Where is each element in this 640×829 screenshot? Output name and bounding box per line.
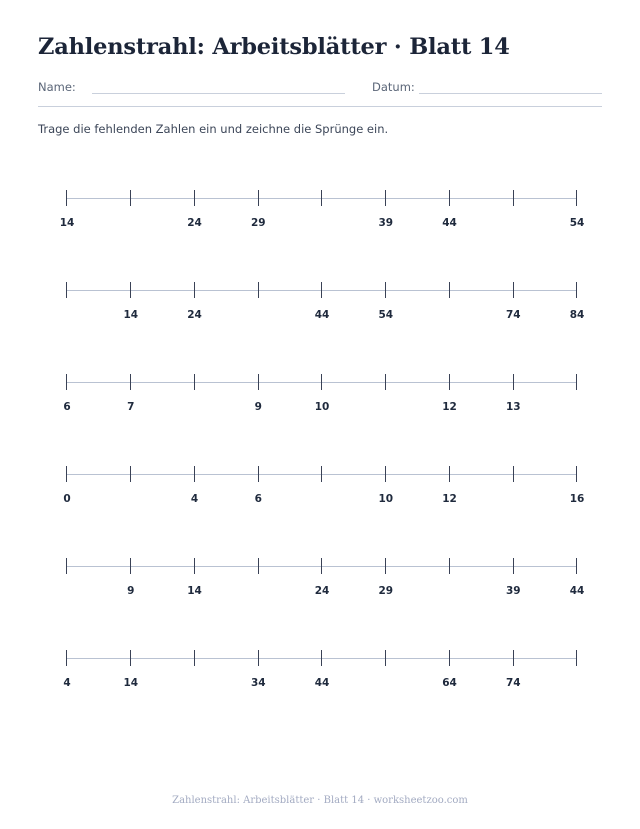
date-field[interactable] xyxy=(419,93,602,94)
tick-label: 10 xyxy=(378,493,394,505)
number-line-tick xyxy=(66,558,67,574)
number-line-tick xyxy=(258,190,259,206)
footer-text: Zahlenstrahl: Arbeitsblätter · Blatt 14 · worksheetzoo.com xyxy=(172,795,468,806)
number-line-tick xyxy=(258,374,259,390)
number-line-tick xyxy=(321,558,322,574)
number-line-tick xyxy=(66,282,67,298)
tick-label: 6 xyxy=(254,493,262,505)
tick-label: 54 xyxy=(378,309,394,321)
tick-label: 44 xyxy=(569,585,585,597)
number-line-tick xyxy=(385,374,386,390)
number-line-tick xyxy=(321,190,322,206)
number-line-tick xyxy=(576,374,577,390)
name-field[interactable] xyxy=(92,93,345,94)
tick-label: 64 xyxy=(442,677,457,689)
number-line-tick xyxy=(449,650,450,666)
number-line-tick xyxy=(513,282,514,298)
number-line-tick xyxy=(194,466,195,482)
number-line-tick xyxy=(194,650,195,666)
number-line-tick xyxy=(576,466,577,482)
number-line-tick xyxy=(66,190,67,206)
tick-label: 12 xyxy=(442,401,457,413)
number-line-tick xyxy=(385,558,386,574)
number-line-tick xyxy=(513,650,514,666)
number-line-tick xyxy=(258,466,259,482)
number-line-tick xyxy=(258,282,259,298)
tick-label: 39 xyxy=(378,217,394,229)
number-line-tick xyxy=(321,282,322,298)
tick-label: 84 xyxy=(569,309,585,321)
number-line-tick xyxy=(321,466,322,482)
tick-label: 24 xyxy=(187,217,202,229)
tick-label: 7 xyxy=(127,401,135,413)
number-line-tick xyxy=(449,466,450,482)
number-line-tick xyxy=(66,466,67,482)
tick-label: 13 xyxy=(505,401,521,413)
tick-label: 24 xyxy=(187,309,202,321)
number-line-tick xyxy=(66,650,67,666)
tick-label: 24 xyxy=(314,585,330,597)
tick-label: 16 xyxy=(569,493,585,505)
number-line-tick xyxy=(130,650,131,666)
tick-label: 29 xyxy=(378,585,394,597)
name-label: Name: xyxy=(38,80,76,94)
tick-label: 14 xyxy=(123,677,139,689)
number-line-tick xyxy=(321,650,322,666)
number-line-tick xyxy=(130,190,131,206)
number-line xyxy=(0,374,640,424)
number-line-tick xyxy=(385,650,386,666)
tick-label: 14 xyxy=(123,309,139,321)
header-divider xyxy=(38,106,602,107)
number-line-tick xyxy=(194,190,195,206)
number-line-tick xyxy=(576,190,577,206)
number-line-tick xyxy=(385,466,386,482)
tick-label: 0 xyxy=(63,493,71,505)
number-line-tick xyxy=(385,282,386,298)
number-line-tick xyxy=(194,282,195,298)
number-line xyxy=(0,466,640,516)
tick-label: 44 xyxy=(442,217,457,229)
number-line-tick xyxy=(130,466,131,482)
tick-label: 74 xyxy=(505,677,521,689)
number-line-tick xyxy=(194,374,195,390)
number-line-tick xyxy=(449,558,450,574)
number-line-tick xyxy=(130,374,131,390)
date-label: Datum: xyxy=(372,80,415,94)
number-line xyxy=(0,650,640,700)
tick-label: 74 xyxy=(505,309,521,321)
number-line-tick xyxy=(194,558,195,574)
number-line-tick xyxy=(576,558,577,574)
number-line-tick xyxy=(449,374,450,390)
number-line-tick xyxy=(130,558,131,574)
tick-label: 29 xyxy=(250,217,266,229)
number-line-tick xyxy=(513,190,514,206)
number-line-tick xyxy=(321,374,322,390)
number-line-tick xyxy=(66,374,67,390)
number-line-tick xyxy=(576,650,577,666)
number-line-tick xyxy=(258,650,259,666)
number-line xyxy=(0,190,640,240)
number-line-tick xyxy=(449,190,450,206)
tick-label: 4 xyxy=(63,677,71,689)
tick-label: 14 xyxy=(187,585,202,597)
number-line xyxy=(0,282,640,332)
number-line-tick xyxy=(130,282,131,298)
tick-label: 9 xyxy=(254,401,262,413)
tick-label: 6 xyxy=(63,401,71,413)
number-line-tick xyxy=(258,558,259,574)
tick-label: 34 xyxy=(250,677,266,689)
tick-label: 4 xyxy=(190,493,199,505)
number-line-tick xyxy=(449,282,450,298)
tick-label: 44 xyxy=(314,677,330,689)
number-line-tick xyxy=(385,190,386,206)
instruction-text: Trage die fehlenden Zahlen ein und zeichne die Sprünge ein. xyxy=(38,122,389,136)
tick-label: 14 xyxy=(59,217,75,229)
tick-label: 54 xyxy=(569,217,585,229)
tick-label: 10 xyxy=(314,401,330,413)
tick-label: 9 xyxy=(127,585,135,597)
tick-label: 44 xyxy=(314,309,330,321)
number-line xyxy=(0,558,640,608)
number-line-tick xyxy=(576,282,577,298)
number-line-tick xyxy=(513,466,514,482)
number-line-tick xyxy=(513,558,514,574)
number-line-tick xyxy=(513,374,514,390)
tick-label: 39 xyxy=(505,585,521,597)
tick-label: 12 xyxy=(442,493,457,505)
page-title: Zahlenstrahl: Arbeitsblätter · Blatt 14 xyxy=(38,34,510,60)
